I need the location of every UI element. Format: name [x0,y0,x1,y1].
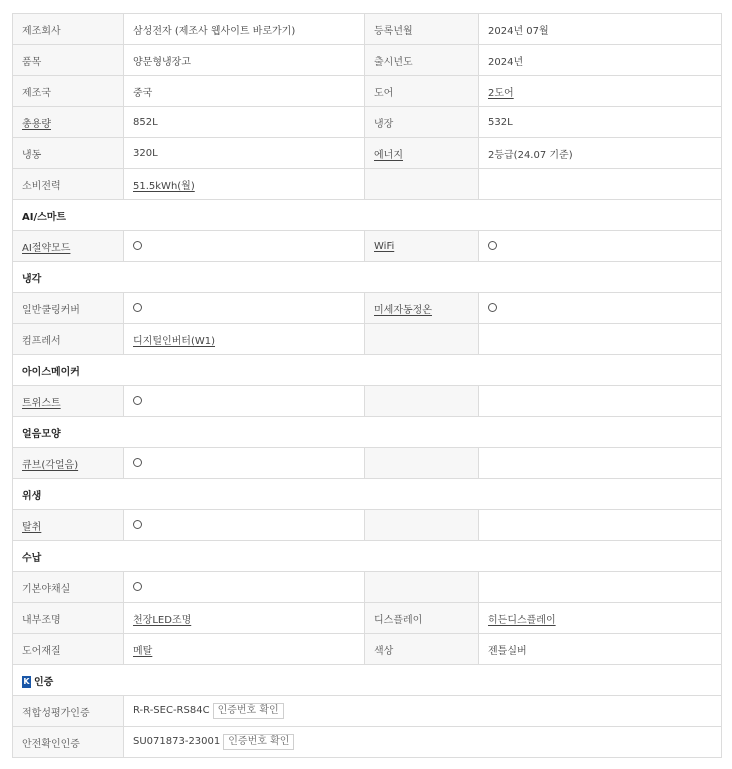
check-cert-number-button[interactable]: 인증번호 확인 [213,703,284,719]
capacity-link[interactable]: 총용량 [22,118,51,130]
empty-value [479,448,722,479]
fridge-value: 532L [479,107,722,138]
country-value: 중국 [124,76,365,107]
cooling-cover-label: 일반쿨링커버 [13,293,124,324]
power-label: 소비전력 [13,169,124,200]
release-value: 2024년 [479,45,722,76]
empty-value [479,169,722,200]
circle-mark-icon [133,241,142,250]
compressor-value [124,324,365,355]
cube-label [13,448,124,479]
door-label: 도어 [365,76,479,107]
row-safety [13,727,722,758]
light-value [124,603,365,634]
row-manufacturer [13,14,722,45]
row-conformity [13,696,722,727]
section-title: 수납 [13,541,722,572]
deodor-value [124,510,365,541]
circle-mark-icon [133,520,142,529]
energy-link[interactable]: 에너지 [374,149,403,161]
empty-label [365,572,479,603]
display-link[interactable]: 히든디스플레이 [488,614,556,626]
conformity-label: 적합성평가인증 [13,696,124,727]
empty-value [479,510,722,541]
circle-mark-icon [488,241,497,250]
release-label: 출시년도 [365,45,479,76]
row-freezer [13,138,722,169]
manufacturer-value [124,14,365,45]
section-hygiene [13,479,722,510]
row-capacity [13,107,722,138]
compressor-link[interactable]: 디지털인버터(W1) [133,335,216,347]
fine-temp-value [479,293,722,324]
section-title: AI/스마트 [13,200,722,231]
check-cert-number-button[interactable]: 인증번호 확인 [223,734,294,750]
empty-value [479,324,722,355]
color-value: 젠틀실버 [479,634,722,665]
manufacturer-label: 제조회사 [13,14,124,45]
capacity-value: 852L [124,107,365,138]
section-title: 인증 [34,676,54,688]
row-vegetable [13,572,722,603]
spec-table [12,13,722,758]
ai-save-mode-value [124,231,365,262]
wifi-value [479,231,722,262]
capacity-label [13,107,124,138]
door-link[interactable]: 2도어 [488,87,514,99]
deodor-link[interactable]: 탈취 [22,521,42,533]
section-title: 얼음모양 [13,417,722,448]
empty-label [365,510,479,541]
freezer-value: 320L [124,138,365,169]
twist-label [13,386,124,417]
light-label: 내부조명 [13,603,124,634]
section-storage [13,541,722,572]
cooling-cover-value [124,293,365,324]
deodor-label [13,510,124,541]
ai-save-mode-link[interactable]: AI절약모드 [22,242,71,254]
circle-mark-icon [133,458,142,467]
freezer-label: 냉동 [13,138,124,169]
fridge-label: 냉장 [365,107,479,138]
row-light [13,603,722,634]
section-cert-cell [13,665,722,696]
circle-mark-icon [133,396,142,405]
display-label: 디스플레이 [365,603,479,634]
section-ai [13,200,722,231]
section-cooling [13,262,722,293]
power-link[interactable]: 51.5kWh(월) [133,180,195,192]
row-type [13,45,722,76]
circle-mark-icon [133,303,142,312]
safety-value [124,727,722,758]
row-twist [13,386,722,417]
compressor-label: 컴프레서 [13,324,124,355]
cube-value [124,448,365,479]
door-material-link[interactable]: 메탈 [133,645,153,657]
section-ice [13,355,722,386]
fine-temp-link[interactable]: 미세자동정온 [374,304,432,316]
door-material-value [124,634,365,665]
conformity-number: R-R-SEC-RS84C [133,705,210,716]
row-cooling-cover [13,293,722,324]
door-value [479,76,722,107]
empty-label [365,169,479,200]
vegetable-value [124,572,365,603]
section-title: 냉각 [13,262,722,293]
kc-cert-icon: K [23,676,30,686]
power-value [124,169,365,200]
color-label: 색상 [365,634,479,665]
empty-label [365,448,479,479]
row-deodor [13,510,722,541]
empty-label [365,324,479,355]
safety-number: SU071873-23001 [133,736,221,747]
circle-mark-icon [488,303,497,312]
energy-label [365,138,479,169]
row-door-material [13,634,722,665]
conformity-value [124,696,722,727]
type-value: 양문형냉장고 [124,45,365,76]
manufacturer-website-link[interactable]: (제조사 웹사이트 바로가기) [174,25,296,37]
row-compressor [13,324,722,355]
section-cert [13,665,722,696]
empty-label [365,386,479,417]
ai-save-mode-label [13,231,124,262]
reg-date-value: 2024년 07월 [479,14,722,45]
row-power [13,169,722,200]
section-title: 아이스메이커 [13,355,722,386]
door-material-label: 도어재질 [13,634,124,665]
circle-mark-icon [133,582,142,591]
cube-link[interactable]: 큐브(각얼음) [22,459,79,471]
empty-value [479,386,722,417]
safety-label: 안전확인인증 [13,727,124,758]
twist-value [124,386,365,417]
row-ai [13,231,722,262]
display-value [479,603,722,634]
vegetable-label: 기본야채실 [13,572,124,603]
row-country [13,76,722,107]
empty-value [479,572,722,603]
section-title: 위생 [13,479,722,510]
wifi-label [365,231,479,262]
twist-link[interactable]: 트위스트 [22,397,61,409]
type-label: 품목 [13,45,124,76]
reg-date-label: 등록년월 [365,14,479,45]
light-link[interactable]: 천장LED조명 [133,614,192,626]
wifi-link[interactable]: WiFi [374,240,395,252]
country-label: 제조국 [13,76,124,107]
manufacturer-name: 삼성전자 [133,25,172,37]
energy-value: 2등급(24.07 기준) [479,138,722,169]
section-ice-shape [13,417,722,448]
row-cube [13,448,722,479]
fine-temp-label [365,293,479,324]
